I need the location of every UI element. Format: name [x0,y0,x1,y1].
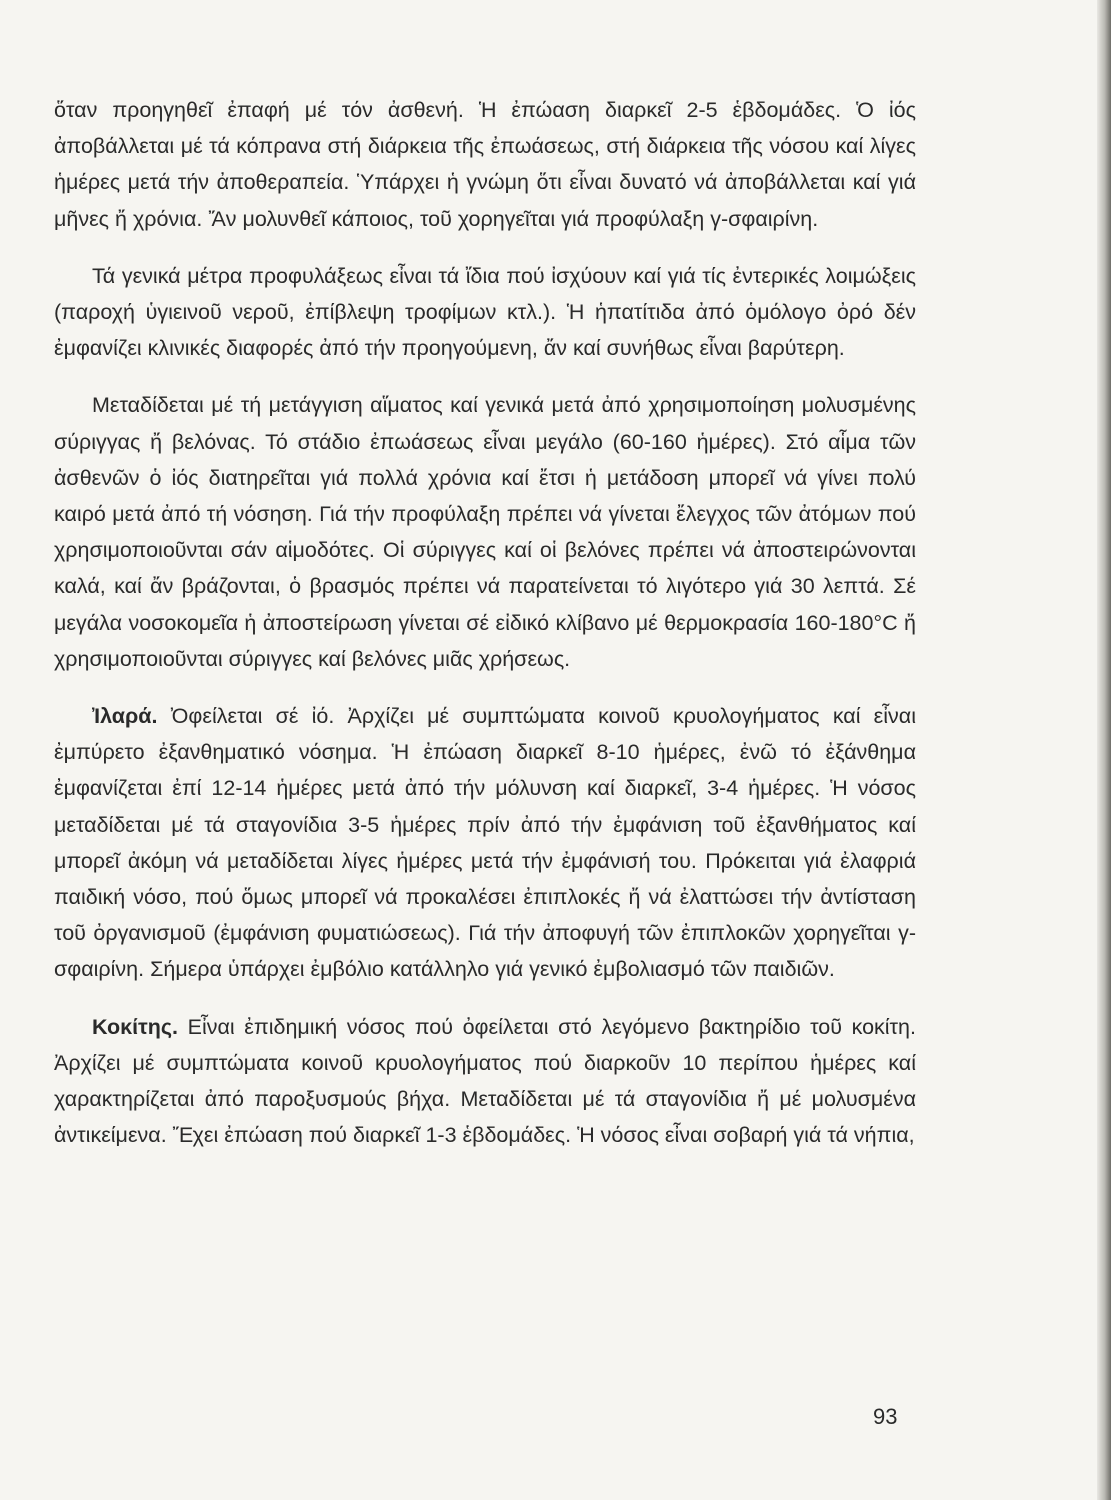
paragraph-text: Εἶναι ἐπιδημική νόσος πού ὀφείλεται στό λεγόμενο βακτηρίδιο τοῦ κοκίτη. Ἀρχίζει μέ συμπτώματα κοινοῦ κρυολογήματος πού διαρκοῦν 10 περίπου ἡμέρες καί χαρακτηρίζεται ἀπό παροξυσμούς βήχα. Μεταδίδεται μέ τά σταγονίδια ἤ μέ μολυσμένα ἀντικείμενα. Ἔχει ἐπώαση πού διαρκεῖ 1-3 ἑβδομάδες. Ἡ νόσος εἶναι σοβαρή γιά τά νήπια, [54,1014,916,1148]
section-term-pertussis: Κοκίτης. [92,1014,179,1039]
paragraph-prevention [54,258,916,367]
paragraph-text: Μεταδίδεται μέ τή μετάγγιση αἵματος καί γενικά μετά ἀπό χρησιμοποίηση μολυσμένης σύριγγας ἤ βελόνας. Τό στάδιο ἐπωάσεως εἶναι μεγάλο (60-160 ἡμέρες). Στό αἷμα τῶν ἀσθενῶν ὁ ἰός διατηρεῖται γιά πολλά χρόνια καί ἔτσι ἡ μετάδοση μπορεῖ νά γίνει πολύ καιρό μετά ἀπό τή νόσηση. Γιά τήν προφύλαξη πρέπει νά γίνεται ἔλεγχος τῶν ἀτόμων πού χρησιμοποιοῦνται σάν αἱμοδότες. Οἱ σύριγγες καί οἱ βελόνες πρέπει νά ἀποστειρώνονται καλά, καί ἄν βράζονται, ὁ βρασμός πρέπει νά παρατείνεται τό λιγότερο γιά 30 λεπτά. Σέ μεγάλα νοσοκομεῖα ἡ ἀποστείρωση γίνεται σέ εἰδικό κλίβανο μέ θερμοκρασία 160-180°C ἤ χρησιμοποιοῦνται σύριγγες καί βελόνες μιᾶς χρήσεως. [54,393,916,671]
paragraph-text: Ὀφείλεται σέ ἰό. Ἀρχίζει μέ συμπτώματα κοινοῦ κρυολογήματος καί εἶναι ἐμπύρετο ἐξανθηματικό νόσημα. Ἡ ἐπώαση διαρκεῖ 8-10 ἡμέρες, ἐνῶ τό ἐξάνθημα ἐμφανίζεται ἐπί 12-14 ἡμέρες μετά ἀπό τήν μόλυνση καί διαρκεῖ, 3-4 ἡμέρες. Ἡ νόσος μεταδίδεται μέ τά σταγονίδια 3-5 ἡμέρες πρίν ἀπό τήν ἐμφάνιση τοῦ ἐξανθήματος καί μπορεῖ ἀκόμη νά μεταδίδεται λίγες ἡμέρες μετά τήν ἐμφάνισή του. Πρόκειται γιά ἐλαφριά παιδική νόσο, πού ὅμως μπορεῖ νά προκαλέσει ἐπιπλοκές ἤ νά ἐλαττώσει τήν ἀντίσταση τοῦ ὀργανισμοῦ (ἐμφάνιση φυματιώσεως). Γιά τήν ἀποφυγή τῶν ἐπιπλοκῶν χορηγεῖται γ-σφαιρίνη. Σήμερα ὑπάρχει ἐμβόλιο κατάλληλο γιά γενικό ἐμβολιασμό τῶν παιδιῶν. [54,704,916,982]
paragraph-text: ὅταν προηγηθεῖ ἐπαφή μέ τόν ἀσθενή. Ἡ ἐπώαση διαρκεῖ 2-5 ἑβδομάδες. Ὁ ἰός ἀποβάλλεται μέ τά κόπρανα στή διάρκεια τῆς ἐπωάσεως, στή διάρκεια τῆς νόσου καί λίγες ἡμέρες μετά τήν ἀποθεραπεία. Ὑπάρχει ἡ γνώμη ὅτι εἶναι δυνατό νά ἀποβάλλεται καί γιά μῆνες ἤ χρόνια. Ἄν μολυνθεῖ κάποιος, τοῦ χορηγεῖται γιά προφύλαξη γ-σφαιρίνη. [54,98,916,231]
paragraph-pertussis [54,1009,916,1154]
paragraph-hepatitis-a-end [54,92,916,237]
page-edge-shadow [1097,0,1111,1500]
section-term-measles: Ἰλαρά. [92,704,158,729]
paragraph-text: Τά γενικά μέτρα προφυλάξεως εἶναι τά ἴδια πού ἰσχύουν καί γιά τίς ἐντερικές λοιμώξεις (παροχή ὑγιεινοῦ νεροῦ, ἐπίβλεψη τροφίμων κτλ.). Ἡ ἡπατίτιδα ἀπό ὁμόλογο ὀρό δέν ἐμφανίζει κλινικές διαφορές ἀπό τήν προηγούμενη, ἄν καί συνήθως εἶναι βαρύτερη. [54,263,916,361]
body-text [54,92,916,1153]
page-number: 93 [873,1404,898,1429]
paragraph-measles [54,698,916,988]
paragraph-serum-hepatitis [54,387,916,677]
